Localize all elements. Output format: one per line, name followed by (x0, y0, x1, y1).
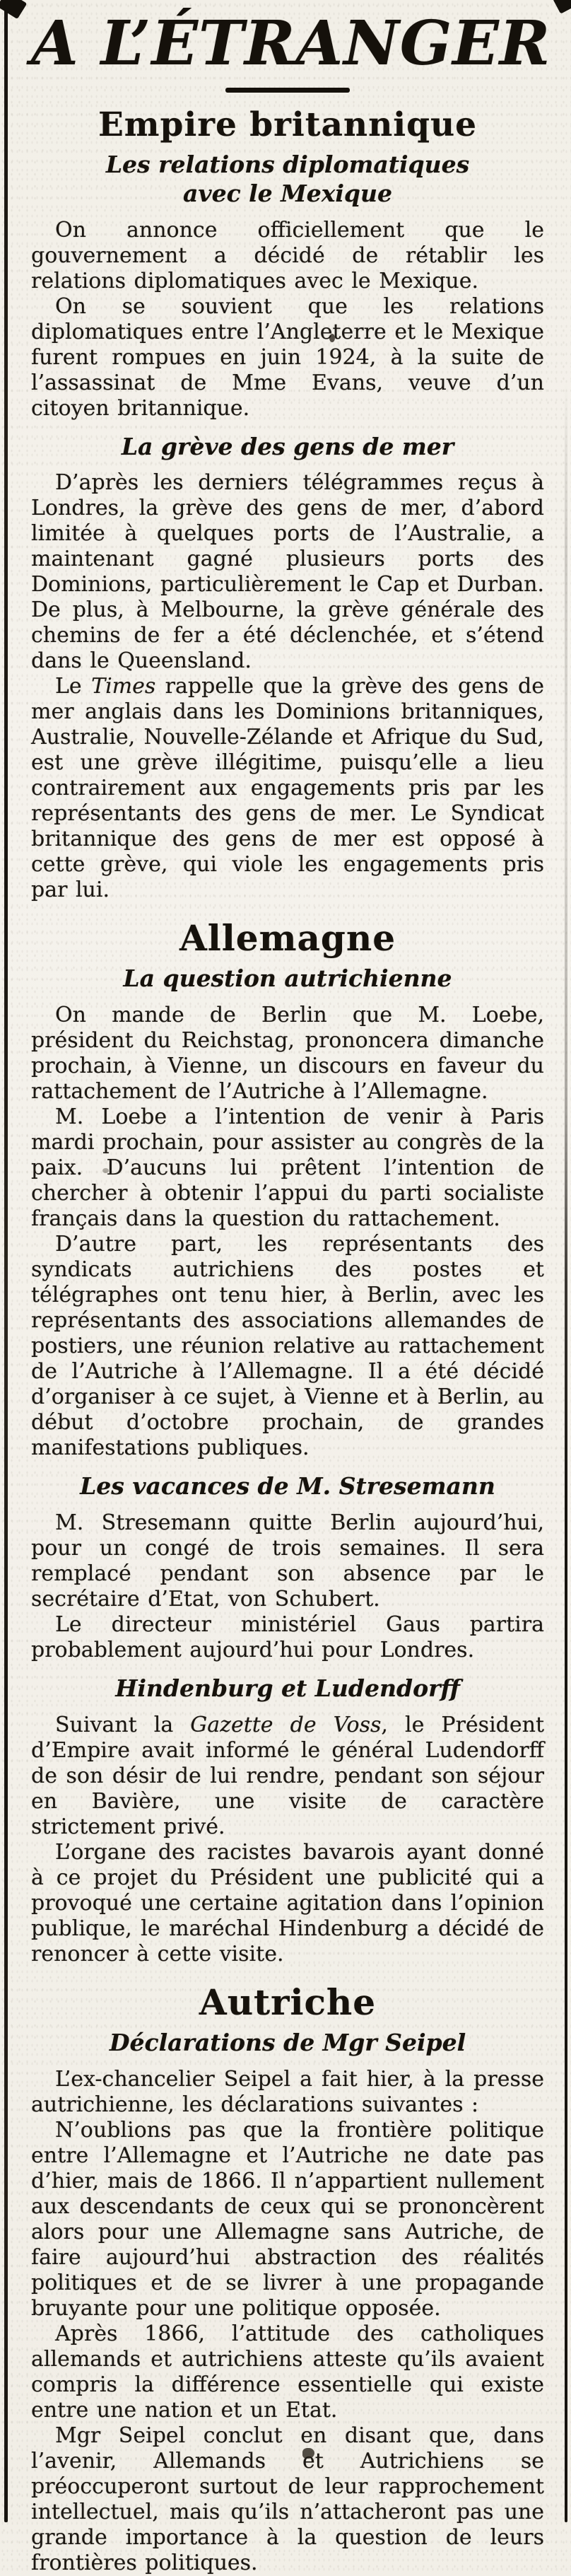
section-heading-empire-britannique: Empire britannique (98, 105, 478, 145)
paragraph: On mande de Berlin que M. Loebe, président du Reichstag, prononcera dimanche prochain, à Vienne, un discours en faveur du rattachement de l’Autriche à l’Allemagne. (31, 1003, 544, 1105)
paragraph: Mgr Seipel conclut en disant que, dans l’avenir, Allemands et Autrichiens se préoccuperont surtout de leur rapprochement intellectuel, mais qu’ils n’attacheront pas une grande importance à la question de leurs frontières politiques. (31, 2423, 544, 2576)
section-empire-britannique (31, 105, 544, 903)
paragraph-text: rappelle que la grève des gens de mer anglais dans les Dominions britanniques, Australie, Nouvelle-Zélande et Afrique du Sud, est une grève illégitime, puisqu’elle a lieu contrairement aux engagements pris par les représentants des gens de mer. Le Syndicat britannique des gens de mer est opposé à cette grève, qui viole les engagements pris par lui. (31, 674, 544, 903)
paragraph: On se souvient que les relations diplomatiques entre l’Angleterre et le Mexique furent rompues en juin 1924, à la suite de l’assassinat de Mme Evans, veuve d’un citoyen britannique. (31, 293, 544, 421)
paragraph: D’après les derniers télégrammes reçus à Londres, la grève des gens de mer, d’abord limitée à quelques ports de l’Australie, a maintenant gagné plusieurs ports des Dominions, particulièrement le Cap et Durban. De plus, à Melbourne, la grève générale des chemins de fer a été déclenchée, et s’étend dans le Queensland. (31, 470, 544, 674)
paragraph: D’autre part, les représentants des syndicats autrichiens des postes et télégraphes ont tenu hier, à Berlin, avec les représentants des associations allemandes de postiers, une réunion relative au rattachement de l’Autriche à l’Allemagne. Il a été décidé d’organiser à ce sujet, à Vienne et à Berlin, au début d’octobre prochain, de grandes manifestations publiques. (31, 1232, 544, 1461)
section-allemagne (31, 917, 544, 1967)
paragraph (31, 1713, 544, 1840)
journal-name-gazette-de-voss: Gazette de Voss (190, 1713, 382, 1738)
subheading-declarations-seipel: Déclarations de Mgr Seipel (109, 2029, 466, 2057)
paragraph-text: Le (55, 674, 92, 699)
section-autriche (31, 1981, 544, 2576)
subheading-hindenburg-ludendorff: Hindenburg et Ludendorff (115, 1674, 460, 1703)
subheading-greve-gens-de-mer: La grève des gens de mer (121, 432, 454, 460)
paragraph: N’oublions pas que la frontière politique entre l’Allemagne et l’Autriche ne date pas d’hier, mais de 1866. Il n’appartient nullement aux descendants de ceux qui se prononcèrent alors pour une Allemagne sans Autriche, de faire aujourd’hui abstraction des réalités politiques et de se livrer à une propagande bruyante pour une politique opposée. (31, 2118, 544, 2321)
paragraph-text: , le Président d’Empire avait informé le général Ludendorff de son désir de lui rendre, pendant son séjour en Bavière, une visite de caractère strictement privé. (31, 1713, 545, 1840)
journal-name-times: Times (91, 674, 156, 699)
paragraph: Le directeur ministériel Gaus partira probablement aujourd’hui pour Londres. (31, 1612, 544, 1663)
paragraph: M. Stresemann quitte Berlin aujourd’hui, pour un congé de trois semaines. Il sera remplacé pendant son absence par le secrétaire d’Etat, von Schubert. (31, 1510, 544, 1612)
paragraph: L’organe des racistes bavarois ayant donné à ce projet du Président une publicité qui a provoqué une certaine agitation dans l’opinion publique, le maréchal Hindenburg a décidé de renoncer à cette visite. (31, 1840, 544, 1967)
subheading-relations-mexique (31, 151, 544, 209)
subheading-vacances-stresemann: Les vacances de M. Stresemann (80, 1472, 495, 1500)
paragraph: On annonce officiellement que le gouvernement a décidé de rétablir les relations diplomatiques avec le Mexique. (31, 217, 544, 293)
subheading-line: Les relations diplomatiques (105, 150, 470, 178)
masthead-divider (225, 88, 350, 93)
paragraph (31, 674, 544, 903)
masthead-title: A L’ÉTRANGER (31, 8, 551, 79)
paragraph: Après 1866, l’attitude des catholiques allemands et autrichiens atteste qu’ils avaient compris la différence essentielle qui existe entre une nation et un Etat. (31, 2321, 544, 2423)
masthead (31, 8, 551, 93)
subheading-question-autrichienne: La question autrichienne (123, 964, 452, 993)
section-heading-autriche: Autriche (199, 1981, 377, 2024)
paragraph: L’ex-chancelier Seipel a fait hier, à la presse autrichienne, les déclarations suivantes : (31, 2067, 544, 2118)
paragraph-text: Suivant la (55, 1713, 191, 1738)
section-heading-allemagne: Allemagne (179, 917, 396, 960)
subheading-line: avec le Mexique (183, 179, 392, 207)
paragraph: M. Loebe a l’intention de venir à Paris mardi prochain, pour assister au congrès de la paix. D’aucuns lui prêtent l’intention de chercher à obtenir l’appui du parti socialiste français dans la question du rattachement. (31, 1105, 544, 1232)
